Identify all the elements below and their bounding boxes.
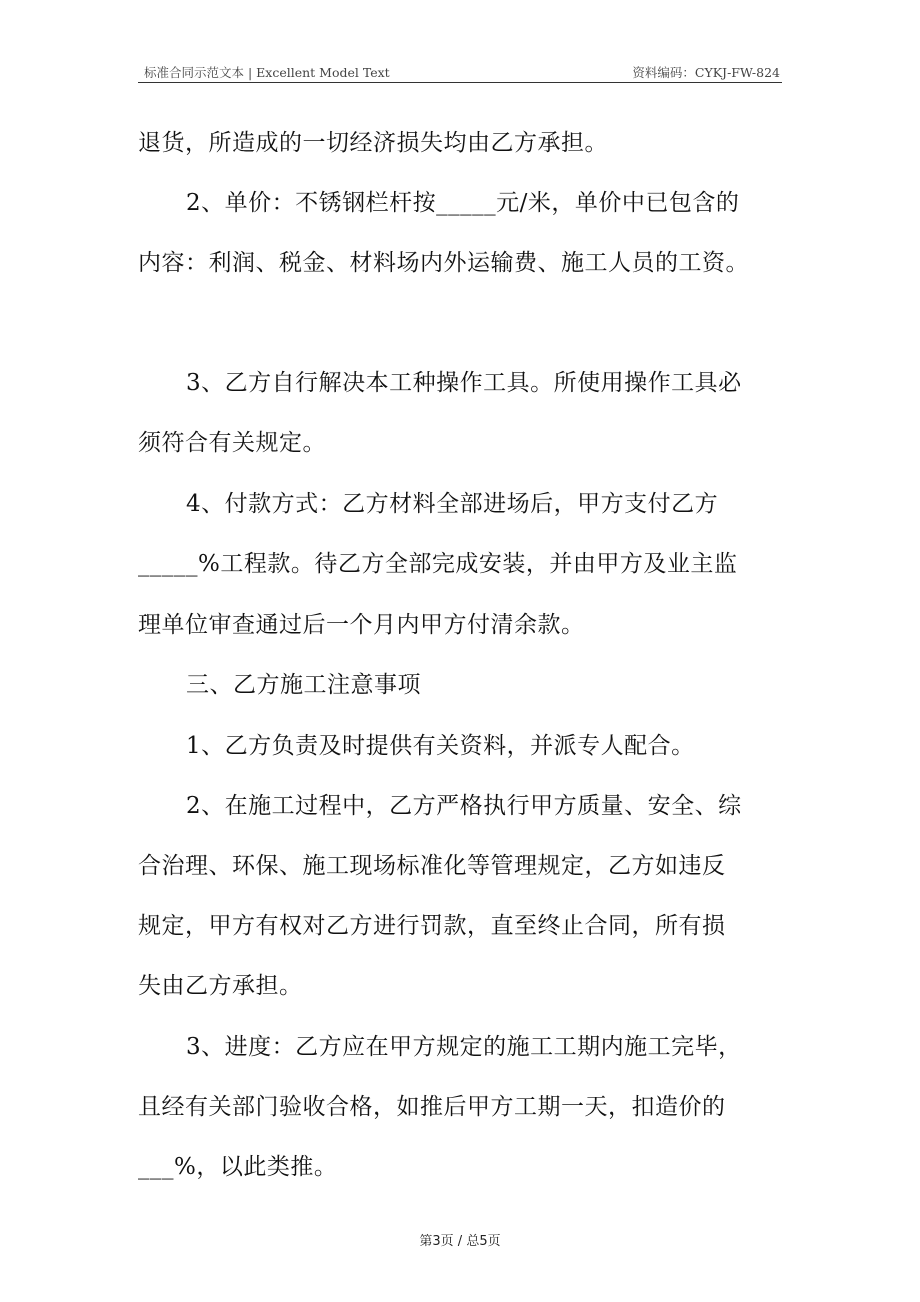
body-line-1: 退货，所造成的一切经济损失均由乙方承担。	[138, 130, 608, 156]
body-line-16: 且经有关部门验收合格，如推后甲方工期一天，扣造价的	[138, 1094, 726, 1120]
body-line-8: 理单位审查通过后一个月内甲方付清余款。	[138, 612, 585, 638]
body-line-12: 合治理、环保、施工现场标准化等管理规定，乙方如违反	[138, 853, 726, 879]
page-header	[138, 60, 782, 83]
body-line-10: 1、乙方负责及时提供有关资料，并派专人配合。	[186, 733, 695, 759]
body-line-2: 2、单价：不锈钢栏杆按_____元/米，单价中已包含的	[186, 190, 740, 216]
body-line-5: 须符合有关规定。	[138, 430, 326, 456]
body-line-17: ___%，以此类推。	[138, 1154, 338, 1180]
body-line-3: 内容：利润、税金、材料场内外运输费、施工人员的工资。	[138, 250, 749, 276]
body-line-6: 4、付款方式：乙方材料全部进场后，甲方支付乙方	[186, 491, 719, 517]
page-indicator: 第3页 / 总5页	[419, 1234, 501, 1249]
body-line-4: 3、乙方自行解决本工种操作工具。所使用操作工具必	[186, 370, 742, 396]
section-heading: 三、乙方施工注意事项	[186, 672, 421, 698]
body-line-7: _____%工程款。待乙方全部完成安装，并由甲方及业主监	[138, 551, 738, 577]
body-line-14: 失由乙方承担。	[138, 973, 303, 999]
body-line-13: 规定，甲方有权对乙方进行罚款，直至终止合同，所有损	[138, 913, 726, 939]
header-title: 标准合同示范文本 | Excellent Model Text	[144, 65, 390, 80]
page-footer	[0, 1230, 920, 1249]
body-line-11: 2、在施工过程中，乙方严格执行甲方质量、安全、综	[186, 793, 742, 819]
body-line-15: 3、进度：乙方应在甲方规定的施工工期内施工完毕，	[186, 1034, 742, 1060]
document-code: 资料编码：CYKJ-FW-824	[632, 65, 780, 80]
